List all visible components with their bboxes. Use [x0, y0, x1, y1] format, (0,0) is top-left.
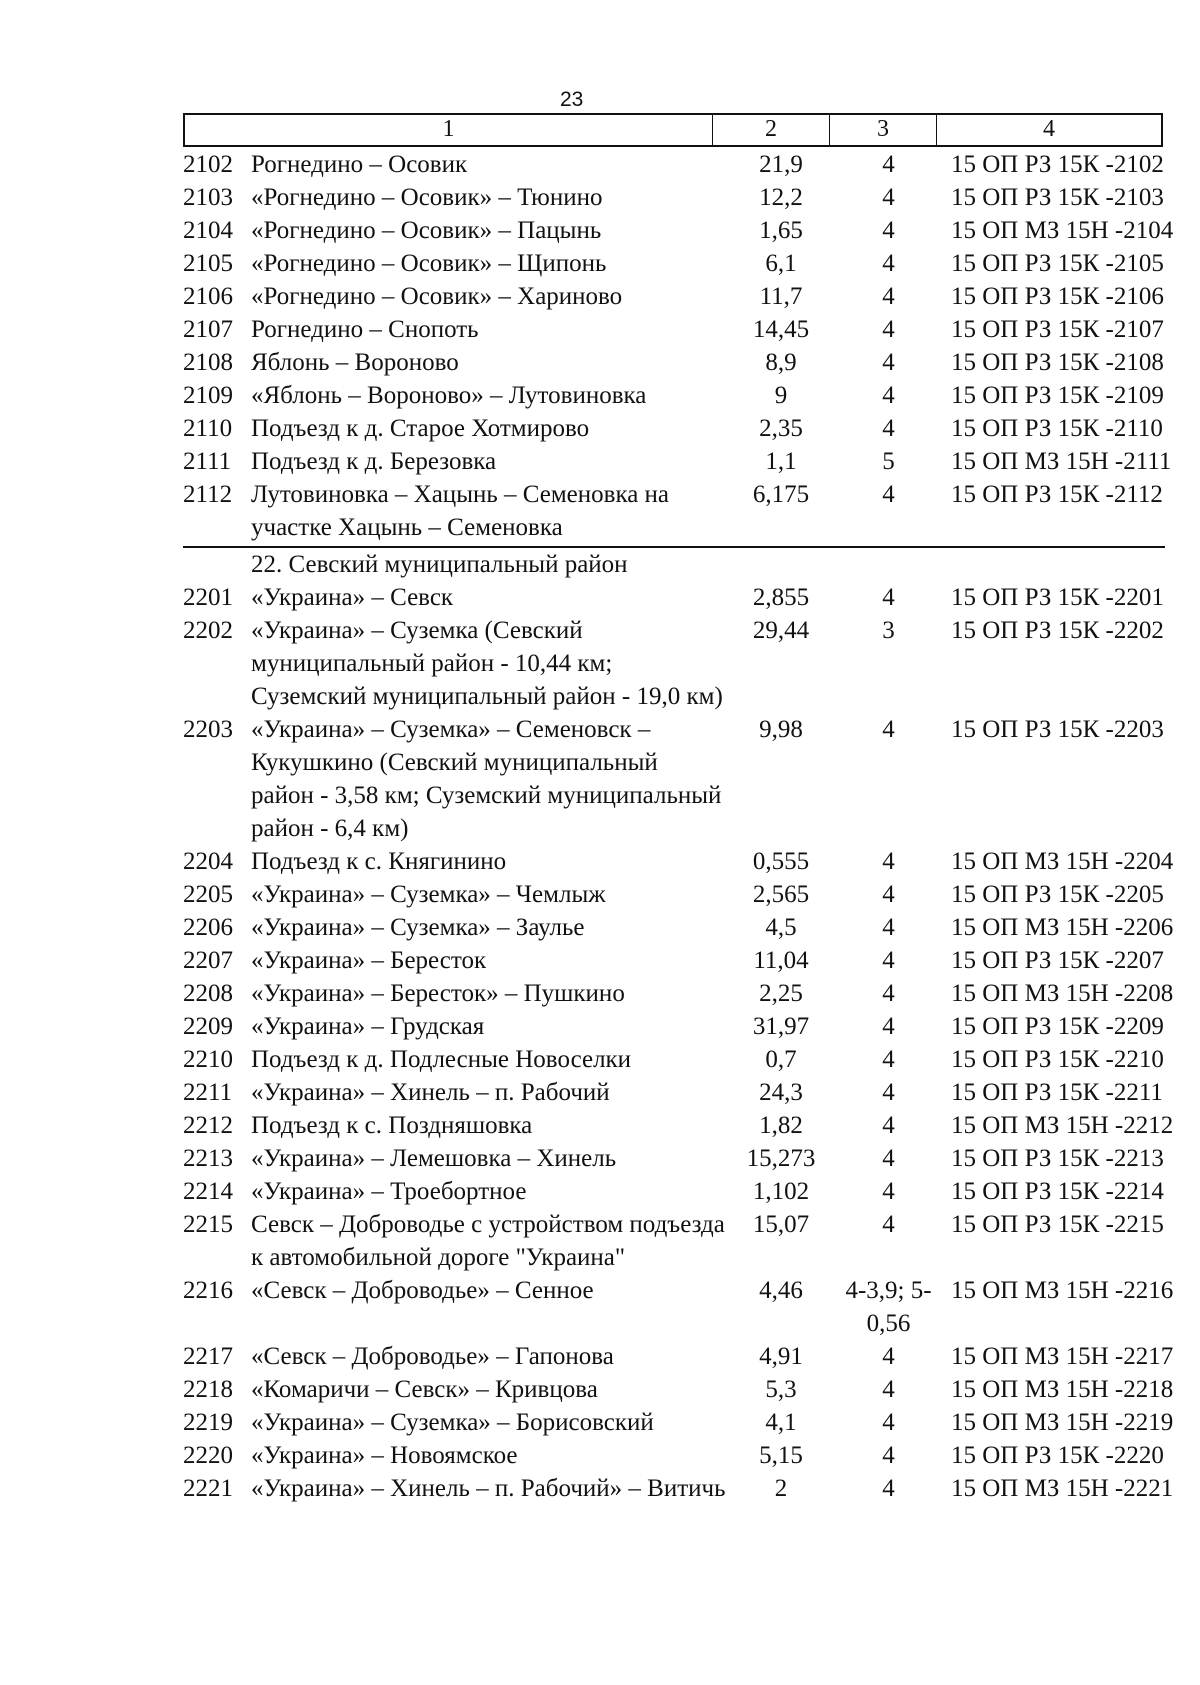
header-col-4: 4 — [1043, 116, 1055, 142]
road-code: 15 ОП РЗ 15К -2203 — [951, 716, 1164, 743]
section-title: 22. Севский муниципальный район — [251, 551, 628, 578]
row-number: 2212 — [183, 1112, 233, 1139]
table-row — [183, 1406, 1173, 1439]
road-name: «Украина» – Севск — [251, 584, 454, 611]
table-row — [183, 1472, 1173, 1505]
table-row — [183, 944, 1173, 977]
road-category: 4 — [882, 1046, 895, 1073]
road-code: 15 ОП РЗ 15К -2210 — [951, 1046, 1164, 1073]
table-row — [183, 1076, 1173, 1109]
road-category: 4 — [882, 151, 895, 178]
road-name: «Рогнедино – Осовик» – Щипонь — [251, 250, 607, 277]
page-number: 23 — [560, 88, 584, 111]
row-number: 2204 — [183, 848, 233, 875]
table-row — [183, 280, 1173, 313]
road-category: 4 — [882, 1343, 895, 1370]
road-category: 4 — [882, 1079, 895, 1106]
road-name: «Украина» – Хинель – п. Рабочий» – Витичь — [251, 1475, 726, 1502]
road-name: «Украина» – Хинель – п. Рабочий — [251, 1079, 610, 1106]
table-header — [183, 113, 1163, 147]
row-number: 2112 — [183, 481, 233, 508]
table-row — [183, 878, 1173, 911]
road-length: 2,25 — [759, 980, 803, 1007]
road-category: 4 — [882, 1376, 895, 1403]
road-length: 5,3 — [765, 1376, 797, 1403]
road-category: 4 — [882, 1442, 895, 1469]
road-name: «Украина» – Бересток» – Пушкино — [251, 980, 625, 1007]
road-name: Севск – Доброводье с устройством подъезда к автомобильной дороге "Украина" — [251, 1211, 725, 1271]
road-length: 4,1 — [765, 1409, 797, 1436]
road-code: 15 ОП РЗ 15К -2107 — [951, 316, 1164, 343]
road-name: «Украина» – Суземка» – Заулье — [251, 914, 585, 941]
table-row — [183, 1142, 1173, 1175]
road-name: «Украина» – Новоямское — [251, 1442, 518, 1469]
table-row — [183, 845, 1173, 878]
table-row — [183, 911, 1173, 944]
road-code: 15 ОП МЗ 15Н -2206 — [951, 914, 1174, 941]
table-row — [183, 181, 1173, 214]
road-name: Подъезд к с. Княгинино — [251, 848, 507, 875]
row-number: 2106 — [183, 283, 233, 310]
road-category: 4 — [882, 382, 895, 409]
road-length: 12,2 — [759, 184, 803, 211]
road-category: 4 — [882, 349, 895, 376]
road-code: 15 ОП МЗ 15Н -2104 — [951, 217, 1174, 244]
road-name: Подъезд к д. Березовка — [251, 448, 497, 475]
table-row — [183, 1010, 1173, 1043]
road-name: Подъезд к с. Поздняшовка — [251, 1112, 533, 1139]
road-category: 4 — [882, 716, 895, 743]
row-number: 2104 — [183, 217, 233, 244]
road-length: 1,102 — [752, 1178, 810, 1205]
road-length: 6,175 — [752, 481, 810, 508]
row-number: 2215 — [183, 1211, 233, 1238]
row-number: 2205 — [183, 881, 233, 908]
road-length: 2,35 — [759, 415, 803, 442]
road-length: 24,3 — [759, 1079, 803, 1106]
table-row — [183, 1208, 1173, 1274]
road-length: 9 — [774, 382, 788, 409]
road-code: 15 ОП РЗ 15К -2207 — [951, 947, 1164, 974]
road-code: 15 ОП РЗ 15К -2103 — [951, 184, 1164, 211]
road-name: «Севск – Доброводье» – Сенное — [251, 1277, 594, 1304]
road-category: 4 — [882, 1211, 895, 1238]
rows-district-21 — [183, 148, 1173, 544]
road-code: 15 ОП РЗ 15К -2105 — [951, 250, 1164, 277]
table-row — [183, 1340, 1173, 1373]
row-number: 2110 — [183, 415, 233, 442]
header-col-2: 2 — [713, 115, 830, 145]
road-code: 15 ОП РЗ 15К -2102 — [951, 151, 1164, 178]
road-name: «Рогнедино – Осовик» – Тюнино — [251, 184, 603, 211]
road-code: 15 ОП МЗ 15Н -2217 — [951, 1343, 1174, 1370]
row-number: 2220 — [183, 1442, 233, 1469]
road-name: «Рогнедино – Осовик» – Пацынь — [251, 217, 602, 244]
road-category: 4-3,9; 5-0,56 — [845, 1277, 932, 1337]
road-length: 0,7 — [765, 1046, 797, 1073]
road-length: 9,98 — [759, 716, 803, 743]
row-number: 2108 — [183, 349, 233, 376]
road-category: 4 — [882, 481, 895, 508]
road-category: 4 — [882, 584, 895, 611]
table-row — [183, 379, 1173, 412]
road-length: 4,91 — [759, 1343, 803, 1370]
road-code: 15 ОП РЗ 15К -2205 — [951, 881, 1164, 908]
road-code: 15 ОП РЗ 15К -2220 — [951, 1442, 1164, 1469]
road-length: 11,7 — [759, 283, 803, 310]
road-category: 3 — [882, 617, 895, 644]
row-number: 2210 — [183, 1046, 233, 1073]
road-name: Подъезд к д. Старое Хотмирово — [251, 415, 590, 442]
road-category: 4 — [882, 1475, 895, 1502]
table-row — [183, 614, 1173, 713]
road-name: Лутовиновка – Хацынь – Семеновка на участке Хацынь – Семеновка — [251, 481, 670, 541]
row-number: 2216 — [183, 1277, 233, 1304]
road-code: 15 ОП РЗ 15К -2109 — [951, 382, 1164, 409]
road-name: Яблонь – Вороново — [251, 349, 459, 376]
road-code: 15 ОП МЗ 15Н -2216 — [951, 1277, 1174, 1304]
road-length: 15,07 — [752, 1211, 810, 1238]
table-row — [183, 1109, 1173, 1142]
road-category: 4 — [882, 316, 895, 343]
road-code: 15 ОП МЗ 15Н -2208 — [951, 980, 1174, 1007]
road-category: 4 — [882, 1178, 895, 1205]
road-code: 15 ОП РЗ 15К -2215 — [951, 1211, 1164, 1238]
road-code: 15 ОП МЗ 15Н -2221 — [951, 1475, 1174, 1502]
road-category: 4 — [882, 217, 895, 244]
road-name: «Севск – Доброводье» – Гапонова — [251, 1343, 614, 1370]
row-number: 2207 — [183, 947, 233, 974]
road-code: 15 ОП РЗ 15К -2213 — [951, 1145, 1164, 1172]
table-row — [183, 977, 1173, 1010]
row-number: 2109 — [183, 382, 233, 409]
road-code: 15 ОП МЗ 15Н -2218 — [951, 1376, 1174, 1403]
road-length: 1,1 — [765, 448, 797, 475]
road-length: 31,97 — [752, 1013, 810, 1040]
road-category: 4 — [882, 1112, 895, 1139]
road-code: 15 ОП МЗ 15Н -2204 — [951, 848, 1174, 875]
row-number: 2102 — [183, 151, 233, 178]
road-category: 4 — [882, 980, 895, 1007]
road-code: 15 ОП МЗ 15Н -2212 — [951, 1112, 1174, 1139]
road-length: 11,04 — [753, 947, 809, 974]
road-name: «Украина» – Грудская — [251, 1013, 485, 1040]
road-length: 0,555 — [752, 848, 810, 875]
row-number: 2219 — [183, 1409, 233, 1436]
row-number: 2111 — [183, 448, 232, 475]
row-number: 2221 — [183, 1475, 233, 1502]
table-row — [183, 445, 1173, 478]
road-category: 4 — [882, 250, 895, 277]
road-length: 15,273 — [746, 1145, 816, 1172]
rows-district-22 — [183, 581, 1173, 1505]
table-row — [183, 1439, 1173, 1472]
table-row — [183, 478, 1173, 544]
road-length: 14,45 — [752, 316, 810, 343]
road-length: 6,1 — [765, 250, 797, 277]
road-category: 4 — [882, 881, 895, 908]
road-name: «Украина» – Лемешовка – Хинель — [251, 1145, 617, 1172]
table-row — [183, 1043, 1173, 1076]
road-name: Подъезд к д. Подлесные Новоселки — [251, 1046, 632, 1073]
row-number: 2103 — [183, 184, 233, 211]
table-row — [183, 346, 1173, 379]
road-category: 4 — [882, 1013, 895, 1040]
road-name: «Украина» – Бересток — [251, 947, 487, 974]
road-length: 21,9 — [759, 151, 803, 178]
road-name: «Комаричи – Севск» – Кривцова — [251, 1376, 598, 1403]
road-code: 15 ОП МЗ 15Н -2111 — [951, 448, 1172, 475]
road-length: 8,9 — [765, 349, 797, 376]
row-number: 2105 — [183, 250, 233, 277]
road-name: «Украина» – Троебортное — [251, 1178, 527, 1205]
road-name: «Рогнедино – Осовик» – Хариново — [251, 283, 623, 310]
table-row — [183, 412, 1173, 445]
road-length: 4,5 — [765, 914, 797, 941]
road-category: 4 — [882, 848, 895, 875]
road-length: 1,82 — [759, 1112, 803, 1139]
table-row — [183, 581, 1173, 614]
header-col-1: 1 — [185, 115, 713, 145]
road-code: 15 ОП МЗ 15Н -2219 — [951, 1409, 1174, 1436]
row-number: 2203 — [183, 716, 233, 743]
road-code: 15 ОП РЗ 15К -2110 — [951, 415, 1163, 442]
road-name: «Украина» – Суземка» – Чемлыж — [251, 881, 606, 908]
road-category: 4 — [882, 947, 895, 974]
road-category: 4 — [882, 1409, 895, 1436]
road-length: 2 — [774, 1475, 788, 1502]
row-number: 2213 — [183, 1145, 233, 1172]
road-length: 1,65 — [759, 217, 803, 244]
road-length: 29,44 — [752, 617, 810, 644]
road-category: 4 — [882, 184, 895, 211]
road-category: 5 — [882, 448, 895, 475]
road-category: 4 — [882, 283, 895, 310]
road-code: 15 ОП РЗ 15К -2202 — [951, 617, 1164, 644]
row-number: 2211 — [183, 1079, 233, 1106]
road-length: 5,15 — [759, 1442, 803, 1469]
row-number: 2202 — [183, 617, 233, 644]
road-name: «Украина» – Суземка (Севский муниципальный район - 10,44 км; Суземский муниципальный район - 19,0 км) — [251, 617, 723, 710]
road-category: 4 — [882, 914, 895, 941]
row-number: 2217 — [183, 1343, 233, 1370]
road-code: 15 ОП РЗ 15К -2214 — [951, 1178, 1164, 1205]
road-length: 2,565 — [752, 881, 810, 908]
table-row — [183, 214, 1173, 247]
row-number: 2209 — [183, 1013, 233, 1040]
road-category: 4 — [882, 415, 895, 442]
road-name: «Украина» – Суземка» – Борисовский — [251, 1409, 654, 1436]
row-number: 2107 — [183, 316, 233, 343]
road-name: Рогнедино – Снопоть — [251, 316, 479, 343]
road-code: 15 ОП РЗ 15К -2112 — [951, 481, 1163, 508]
table-row — [183, 247, 1173, 280]
table-row — [183, 148, 1173, 181]
road-code: 15 ОП РЗ 15К -2209 — [951, 1013, 1164, 1040]
road-code: 15 ОП РЗ 15К -2108 — [951, 349, 1164, 376]
road-name: «Украина» – Суземка» – Семеновск – Кукушкино (Севский муниципальный район - 3,58 км; Суземский муниципальный район - 6,4 км) — [251, 716, 722, 842]
table-body — [183, 148, 1173, 1505]
table-row — [183, 713, 1173, 845]
road-name: «Яблонь – Вороново» – Лутовиновка — [251, 382, 647, 409]
header-col-3: 3 — [830, 115, 937, 145]
row-number: 2208 — [183, 980, 233, 1007]
table-row — [183, 313, 1173, 346]
road-length: 4,46 — [759, 1277, 803, 1304]
road-length: 2,855 — [752, 584, 810, 611]
road-code: 15 ОП РЗ 15К -2201 — [951, 584, 1164, 611]
table-row — [183, 1373, 1173, 1406]
road-name: Рогнедино – Осовик — [251, 151, 468, 178]
table-row — [183, 1274, 1173, 1340]
road-code: 15 ОП РЗ 15К -2106 — [951, 283, 1164, 310]
row-number: 2206 — [183, 914, 233, 941]
road-category: 4 — [882, 1145, 895, 1172]
row-number: 2218 — [183, 1376, 233, 1403]
table-row — [183, 1175, 1173, 1208]
road-code: 15 ОП РЗ 15К -2211 — [951, 1079, 1163, 1106]
row-number: 2201 — [183, 584, 233, 611]
row-number: 2214 — [183, 1178, 233, 1205]
